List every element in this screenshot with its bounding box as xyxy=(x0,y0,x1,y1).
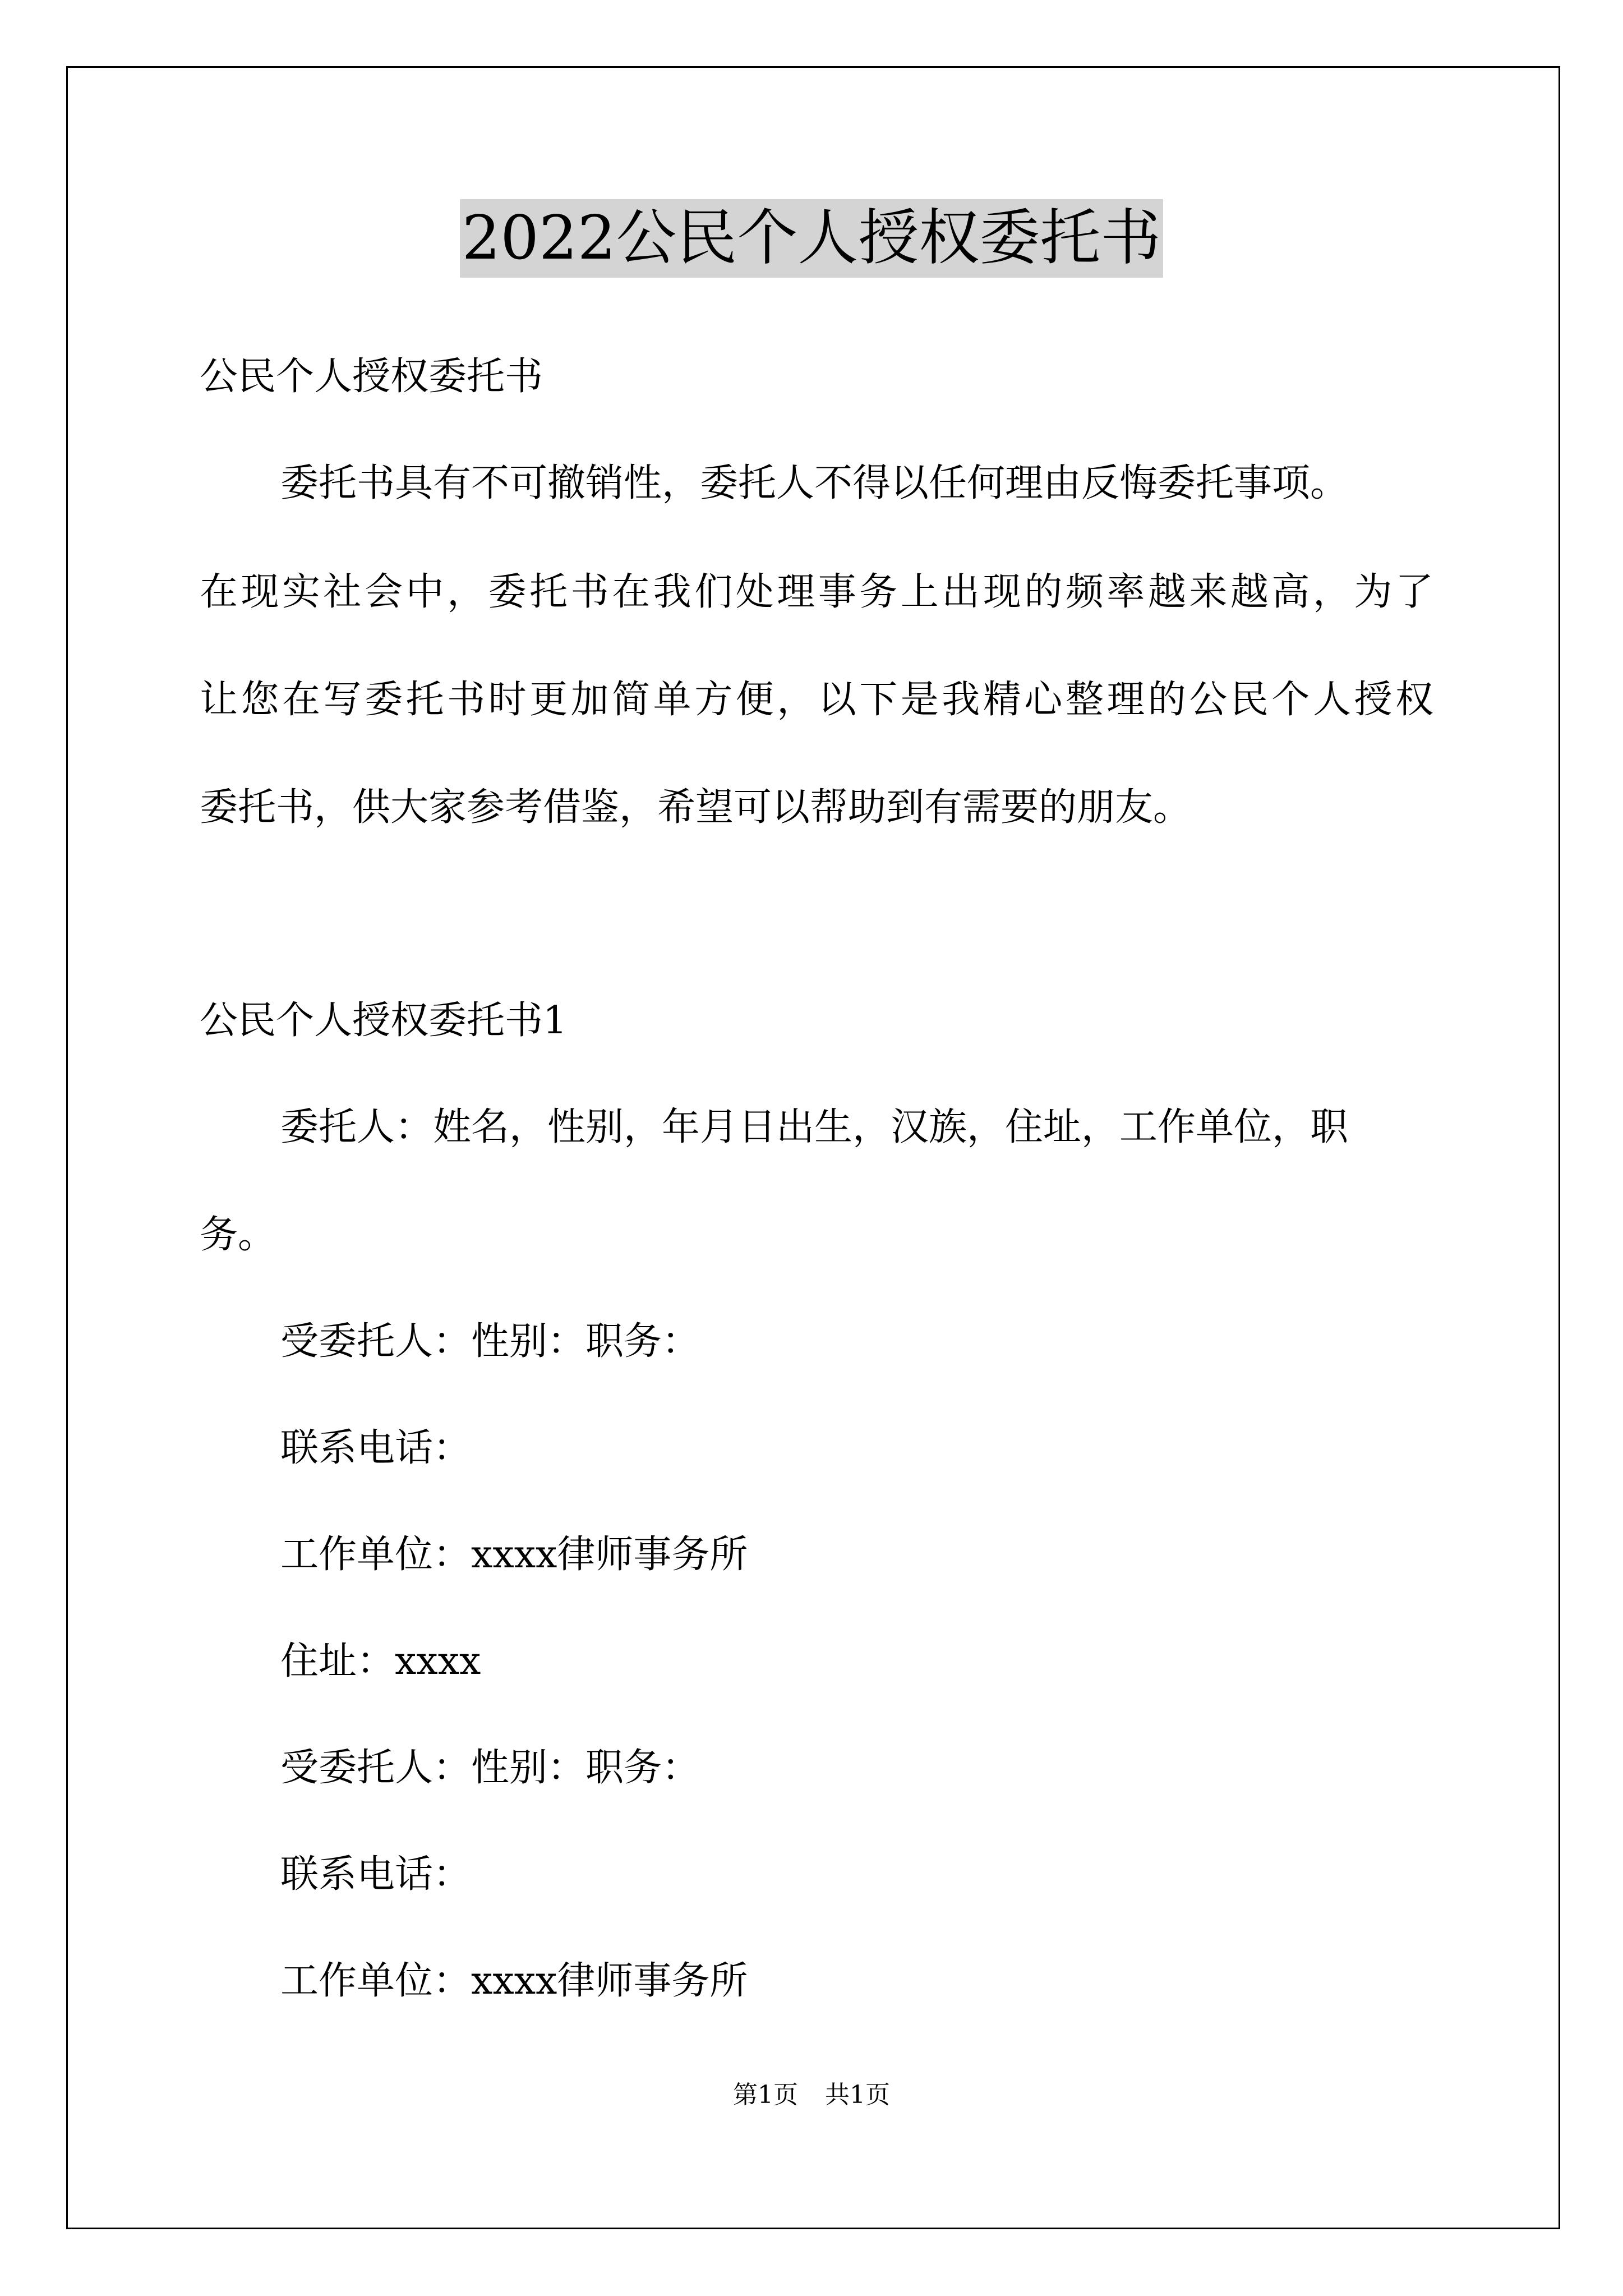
agent1-work-unit: 工作单位：xxxx律师事务所 xyxy=(280,1533,748,1577)
intro-line-3: 让您在写委托书时更加简单方便，以下是我精心整理的公民个人授权 xyxy=(200,678,1433,722)
page-footer xyxy=(0,2078,1623,2112)
document-title: 2022公民个人授权委托书 xyxy=(460,199,1164,278)
page-number-total: 共1页 xyxy=(825,2081,890,2109)
agent2-work-unit: 工作单位：xxxx律师事务所 xyxy=(280,1959,748,2003)
section-heading: 公民个人授权委托书1 xyxy=(200,999,568,1043)
agent2-phone: 联系电话： xyxy=(280,1852,472,1897)
intro-line-1: 委托书具有不可撤销性，委托人不得以任何理由反悔委托事项。 xyxy=(280,461,1349,505)
title-container xyxy=(0,199,1623,278)
principal-line-2: 务。 xyxy=(200,1213,276,1257)
agent1-address: 住址：xxxx xyxy=(280,1639,481,1683)
principal-line-1: 委托人：姓名，性别，年月日出生，汉族，住址，工作单位，职 xyxy=(280,1105,1349,1149)
agent1-phone: 联系电话： xyxy=(280,1426,472,1470)
document-subtitle: 公民个人授权委托书 xyxy=(200,355,543,399)
intro-line-4: 委托书，供大家参考借鉴，希望可以帮助到有需要的朋友。 xyxy=(200,785,1192,830)
agent2-info: 受委托人：性别：职务： xyxy=(280,1746,700,1790)
page-number-current: 第1页 xyxy=(733,2081,798,2109)
agent1-info: 受委托人：性别：职务： xyxy=(280,1319,700,1364)
intro-line-2: 在现实社会中，委托书在我们处理事务上出现的频率越来越高，为了 xyxy=(200,570,1433,614)
